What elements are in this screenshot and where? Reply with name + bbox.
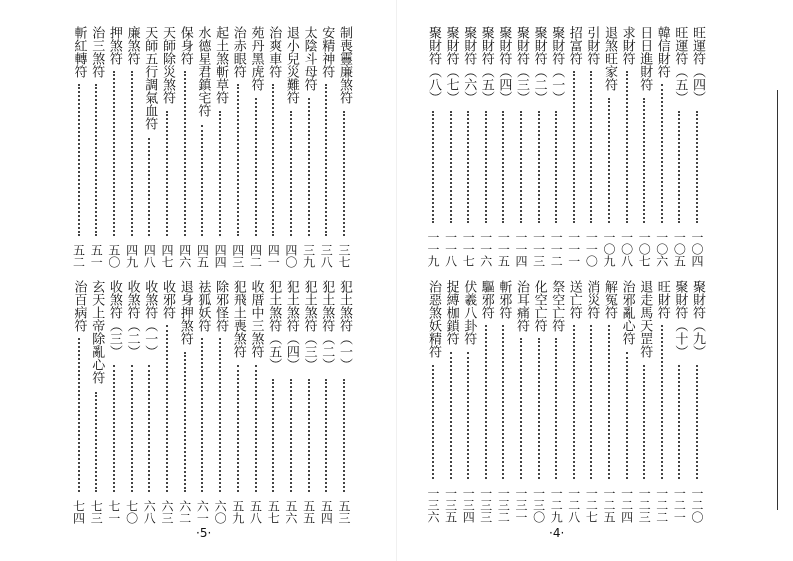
toc-entry: [511, 280, 531, 526]
toc-entry-title: 聚財符（七）: [443, 26, 459, 104]
toc-entry-page: 一三六: [426, 487, 440, 523]
toc-entry-page: 三七: [337, 244, 351, 268]
toc-entry: [669, 280, 689, 526]
toc-top-section: [397, 26, 793, 270]
toc-entry-title: 治百病符: [71, 280, 87, 332]
page-number: ·4·: [549, 526, 565, 540]
toc-entry-page: 一二八: [566, 487, 581, 523]
leader-dots: [219, 111, 223, 236]
toc-entry-page: 一二五: [602, 487, 616, 523]
toc-entry: [652, 280, 672, 526]
toc-entry-page: 一一二: [549, 231, 564, 267]
leader-dots: [696, 111, 700, 223]
toc-entry-title: 送亡符: [566, 280, 582, 319]
toc-entry: [175, 26, 195, 270]
toc-entry-page: 五四: [319, 500, 334, 524]
toc-entry: [192, 280, 212, 526]
toc-entry: [441, 280, 461, 526]
toc-entry-title: 聚財符（一）: [549, 26, 565, 104]
toc-entry-title: 治赤眼符: [230, 26, 246, 78]
toc-entry-title: 治耳痛符: [514, 280, 529, 332]
toc-entry-page: 五六: [283, 500, 298, 524]
leader-dots: [201, 338, 205, 492]
scan-edge: [777, 90, 778, 510]
toc-entry-page: 一三五: [443, 487, 458, 523]
toc-entry: [104, 26, 124, 270]
toc-entry-title: 旺運符（四）: [690, 26, 705, 104]
toc-entry: [599, 280, 619, 526]
leader-dots: [95, 392, 99, 492]
toc-entry-title: 解冤符: [602, 280, 617, 319]
toc-entry-page: 四二: [248, 244, 263, 268]
toc-entry-page: 五二: [71, 244, 86, 268]
toc-entry-page: 一一四: [514, 231, 528, 267]
toc-entry-page: 一一七: [461, 231, 476, 267]
toc-entry: [511, 26, 531, 270]
toc-entry-page: 一二九: [549, 487, 564, 523]
toc-entry-title: 天師除災煞符: [160, 26, 175, 104]
toc-entry: [581, 26, 601, 270]
leader-dots: [608, 325, 612, 480]
toc-entry-page: 六二: [177, 500, 192, 524]
toc-entry-title: 玄天上帝除亂心符: [89, 280, 105, 384]
toc-entry-page: 一三二: [496, 487, 511, 523]
toc-entry-title: 保身符: [177, 26, 193, 65]
leader-dots: [308, 379, 312, 493]
leader-dots: [78, 338, 82, 492]
toc-entry-title: 犯土煞符（二）: [319, 280, 335, 371]
toc-entry-title: 收煞符（二）: [124, 280, 140, 358]
toc-entry-title: 招富符: [566, 26, 582, 65]
toc-entry-page: 五三: [337, 500, 351, 524]
leader-dots: [555, 111, 559, 223]
toc-entry-page: 五一: [89, 244, 104, 268]
toc-entry-title: 水德星君鎮宅符: [195, 26, 211, 117]
leader-dots: [696, 365, 700, 479]
leader-dots: [131, 365, 135, 492]
toc-entry-title: 斬紅轉符: [71, 26, 87, 78]
leader-dots: [661, 325, 665, 480]
toc-entry: [281, 26, 301, 270]
toc-entry: [669, 26, 689, 270]
toc-entry-title: 天師五行調氣血符: [142, 26, 158, 130]
toc-entry-title: 退小兒災難符: [283, 26, 299, 104]
leader-dots: [255, 365, 259, 492]
toc-entry: [476, 280, 496, 526]
leader-dots: [643, 365, 647, 479]
leader-dots: [643, 98, 647, 224]
leader-dots: [219, 338, 223, 492]
leader-dots: [131, 71, 135, 237]
toc-entry-page: 一〇五: [672, 231, 687, 267]
page-number: ·5·: [196, 526, 212, 540]
toc-entry-page: 一一一: [566, 231, 581, 267]
leader-dots: [520, 338, 524, 479]
toc-entry-page: 三八: [319, 244, 334, 268]
toc-entry-page: 六一: [195, 500, 210, 524]
leader-dots: [590, 325, 594, 480]
toc-entry: [175, 280, 195, 526]
toc-entry: [493, 26, 513, 270]
toc-entry: [529, 280, 549, 526]
leader-dots: [485, 111, 489, 223]
toc-entry-title: 聚財符（五）: [478, 26, 494, 104]
toc-entry-title: 押煞符: [106, 26, 122, 65]
toc-entry: [564, 26, 584, 270]
toc-entry: [210, 280, 230, 526]
leader-dots: [573, 71, 577, 224]
toc-entry-page: 一二三: [637, 487, 652, 523]
toc-entry-page: 一〇九: [602, 231, 616, 267]
toc-entry: [157, 280, 177, 526]
toc-entry: [281, 280, 301, 526]
right-page: [397, 0, 793, 561]
toc-entry-page: 四六: [177, 244, 192, 268]
toc-entry-page: 一三〇: [531, 487, 546, 523]
toc-entry-page: 六八: [142, 500, 157, 524]
leader-dots: [184, 71, 188, 237]
leader-dots: [467, 111, 471, 223]
toc-entry: [334, 26, 354, 270]
leader-dots: [573, 325, 577, 480]
toc-entry: [263, 280, 283, 526]
toc-entry: [687, 280, 707, 526]
toc-entry-page: 四三: [230, 244, 245, 268]
toc-entry-title: 祭空亡符: [549, 280, 565, 332]
toc-top-section: [0, 26, 396, 270]
leader-dots: [148, 365, 152, 492]
leader-dots: [450, 352, 454, 480]
toc-entry: [228, 26, 248, 270]
toc-entry-page: 七一: [106, 500, 121, 524]
leader-dots: [502, 111, 506, 223]
toc-entry-title: 安精神符: [319, 26, 335, 78]
toc-entry-page: 四九: [124, 244, 139, 268]
leader-dots: [590, 71, 594, 224]
toc-entry-page: 一一八: [443, 231, 458, 267]
leader-dots: [272, 379, 276, 493]
leader-dots: [520, 111, 524, 223]
toc-entry-title: 治惡煞妖精符: [426, 280, 441, 358]
toc-entry-page: 一一五: [496, 231, 511, 267]
toc-entry-title: 聚財符（六）: [461, 26, 477, 104]
leader-dots: [237, 365, 241, 492]
toc-entry-title: 聚財符（十）: [672, 280, 688, 358]
toc-entry-title: 求財符: [619, 26, 635, 65]
toc-entry-page: 七三: [89, 500, 104, 524]
leader-dots: [325, 379, 329, 493]
toc-entry: [529, 26, 549, 270]
toc-entry-title: 退煞旺家符: [602, 26, 617, 91]
toc-entry-page: 一一〇: [584, 231, 599, 267]
toc-entry-title: 聚財符（三）: [514, 26, 529, 104]
toc-entry-page: 一一三: [531, 231, 546, 267]
leader-dots: [290, 111, 294, 236]
toc-entry-page: 一二七: [584, 487, 599, 523]
toc-entry-page: 一三一: [514, 487, 528, 523]
toc-entry-page: 一二四: [619, 487, 634, 523]
toc-bottom-section: [0, 280, 396, 526]
toc-entry-title: 引財符: [584, 26, 600, 65]
toc-entry-title: 韓信財符: [654, 26, 670, 78]
toc-entry-title: 收厝中三煞符: [248, 280, 264, 358]
toc-entry: [423, 26, 443, 270]
toc-entry: [334, 280, 354, 526]
leader-dots: [555, 338, 559, 479]
leader-dots: [502, 325, 506, 480]
leader-dots: [184, 352, 188, 493]
leader-dots: [78, 84, 82, 236]
toc-entry-title: 犯土煞符（一）: [337, 280, 352, 371]
toc-entry-title: 捉縛枷鎖符: [443, 280, 459, 345]
leader-dots: [148, 138, 152, 236]
toc-entry-page: 五九: [230, 500, 245, 524]
toc-entry-page: 一〇八: [619, 231, 634, 267]
toc-entry-title: 旺財符: [654, 280, 670, 319]
toc-entry-page: 三九: [301, 244, 316, 268]
toc-entry-title: 收邪符: [160, 280, 175, 319]
leader-dots: [608, 98, 612, 224]
toc-entry-page: 一三三: [478, 487, 493, 523]
toc-entry-page: 一〇四: [690, 231, 704, 267]
toc-entry: [104, 280, 124, 526]
toc-entry: [263, 26, 283, 270]
toc-entry-title: 消災符: [584, 280, 600, 319]
toc-entry-page: 四〇: [283, 244, 298, 268]
toc-entry: [192, 26, 212, 270]
leader-dots: [678, 365, 682, 479]
leader-dots: [325, 84, 329, 236]
leader-dots: [626, 352, 630, 480]
toc-entry-title: 廉煞符: [124, 26, 140, 65]
toc-entry: [599, 26, 619, 270]
toc-entry: [458, 280, 478, 526]
leader-dots: [626, 71, 630, 224]
toc-entry: [139, 280, 159, 526]
toc-entry-title: 收煞符（一）: [142, 280, 158, 358]
toc-entry-page: 一三四: [461, 487, 476, 523]
toc-entry: [634, 280, 654, 526]
toc-entry-title: 祛狐妖符: [195, 280, 211, 332]
toc-entry-title: 制喪靊廉煞符: [337, 26, 352, 104]
toc-entry: [139, 26, 159, 270]
leader-dots: [661, 84, 665, 223]
toc-entry-page: 五八: [248, 500, 263, 524]
toc-entry-page: 四五: [195, 244, 210, 268]
toc-entry-title: 收煞符（三）: [106, 280, 122, 358]
toc-entry-page: 四八: [142, 244, 157, 268]
toc-entry-title: 化空亡符: [531, 280, 547, 332]
toc-entry: [69, 280, 89, 526]
toc-entry: [441, 26, 461, 270]
toc-entry-title: 犯土煞符（四）: [283, 280, 299, 371]
toc-entry: [546, 26, 566, 270]
toc-entry-title: 聚財符（二）: [531, 26, 547, 104]
leader-dots: [255, 98, 259, 237]
toc-entry: [564, 280, 584, 526]
toc-entry-page: 七四: [71, 500, 86, 524]
toc-entry: [493, 280, 513, 526]
toc-entry-title: 聚財符（八）: [426, 26, 441, 104]
toc-entry: [617, 26, 637, 270]
toc-entry: [316, 280, 336, 526]
toc-entry-title: 伏羲八卦符: [461, 280, 477, 345]
toc-entry-page: 一一六: [478, 231, 493, 267]
toc-entry: [228, 280, 248, 526]
leader-dots: [290, 379, 294, 493]
leader-dots: [485, 325, 489, 480]
leader-dots: [538, 111, 542, 223]
toc-entry: [69, 26, 89, 270]
toc-entry: [299, 280, 319, 526]
toc-entry-page: 一二二: [654, 487, 669, 523]
leader-dots: [678, 111, 682, 223]
toc-entry-page: 一〇六: [654, 231, 669, 267]
leader-dots: [467, 352, 471, 480]
leader-dots: [201, 125, 205, 237]
toc-entry-title: 退身押煞符: [177, 280, 193, 345]
toc-entry: [86, 280, 106, 526]
left-page: [0, 0, 396, 561]
toc-entry-page: 一二〇: [690, 487, 704, 523]
toc-entry-title: 退走馬天罡符: [637, 280, 653, 358]
toc-entry: [652, 26, 672, 270]
toc-entry-title: 斬邪符: [496, 280, 512, 319]
toc-entry-page: 五七: [266, 500, 281, 524]
toc-entry: [122, 26, 142, 270]
toc-entry: [246, 26, 266, 270]
leader-dots: [95, 84, 99, 236]
toc-entry-title: 犯土煞符（五）: [266, 280, 282, 371]
toc-entry: [634, 26, 654, 270]
leader-dots: [308, 98, 312, 237]
toc-entry: [246, 280, 266, 526]
toc-entry: [687, 26, 707, 270]
leader-dots: [432, 365, 436, 479]
toc-bottom-section: [397, 280, 793, 526]
leader-dots: [450, 111, 454, 223]
leader-dots: [113, 365, 117, 492]
toc-entry: [423, 280, 443, 526]
toc-entry-title: 除邪怪符: [213, 280, 229, 332]
toc-entry-title: 驅邪符: [478, 280, 494, 319]
leader-dots: [113, 71, 117, 237]
toc-entry-page: 四七: [160, 244, 174, 268]
toc-entry-title: 治三煞符: [89, 26, 105, 78]
toc-entry-page: 一一九: [426, 231, 440, 267]
toc-entry: [581, 280, 601, 526]
toc-entry-title: 治邪亂心符: [619, 280, 635, 345]
leader-dots: [343, 111, 347, 236]
toc-entry-page: 一〇七: [637, 231, 652, 267]
leader-dots: [166, 111, 170, 236]
toc-entry-title: 犯土煞符（三）: [301, 280, 317, 371]
leader-dots: [237, 84, 241, 236]
toc-entry-page: 四四: [213, 244, 228, 268]
toc-entry-title: 日日進財符: [637, 26, 653, 91]
toc-entry-page: 六〇: [213, 500, 228, 524]
toc-entry: [210, 26, 230, 270]
toc-entry: [617, 280, 637, 526]
toc-entry-title: 苑丹黑虎符: [248, 26, 264, 91]
toc-entry-page: 四一: [266, 244, 281, 268]
toc-entry-page: 六三: [160, 500, 174, 524]
toc-entry-page: 五〇: [106, 244, 121, 268]
toc-entry-title: 太陰斗母符: [301, 26, 317, 91]
toc-entry-page: 一二一: [672, 487, 687, 523]
toc-entry-title: 聚財符（四）: [496, 26, 512, 104]
leader-dots: [538, 338, 542, 479]
leader-dots: [343, 379, 347, 493]
leader-dots: [432, 111, 436, 223]
toc-entry: [476, 26, 496, 270]
toc-entry: [458, 26, 478, 270]
toc-entry-title: 犯飛土喪煞符: [230, 280, 246, 358]
toc-entry: [546, 280, 566, 526]
toc-entry-title: 旺運符（五）: [672, 26, 688, 104]
toc-entry: [157, 26, 177, 270]
toc-entry-title: 起土煞斬草符: [213, 26, 229, 104]
toc-entry-page: 七〇: [124, 500, 139, 524]
toc-entry: [316, 26, 336, 270]
toc-entry: [86, 26, 106, 270]
toc-entry-page: 五五: [301, 500, 316, 524]
leader-dots: [272, 84, 276, 236]
toc-entry-title: 聚財符（九）: [690, 280, 705, 358]
leader-dots: [166, 325, 170, 493]
toc-entry: [122, 280, 142, 526]
toc-entry-title: 治爽車符: [266, 26, 282, 78]
toc-entry: [299, 26, 319, 270]
